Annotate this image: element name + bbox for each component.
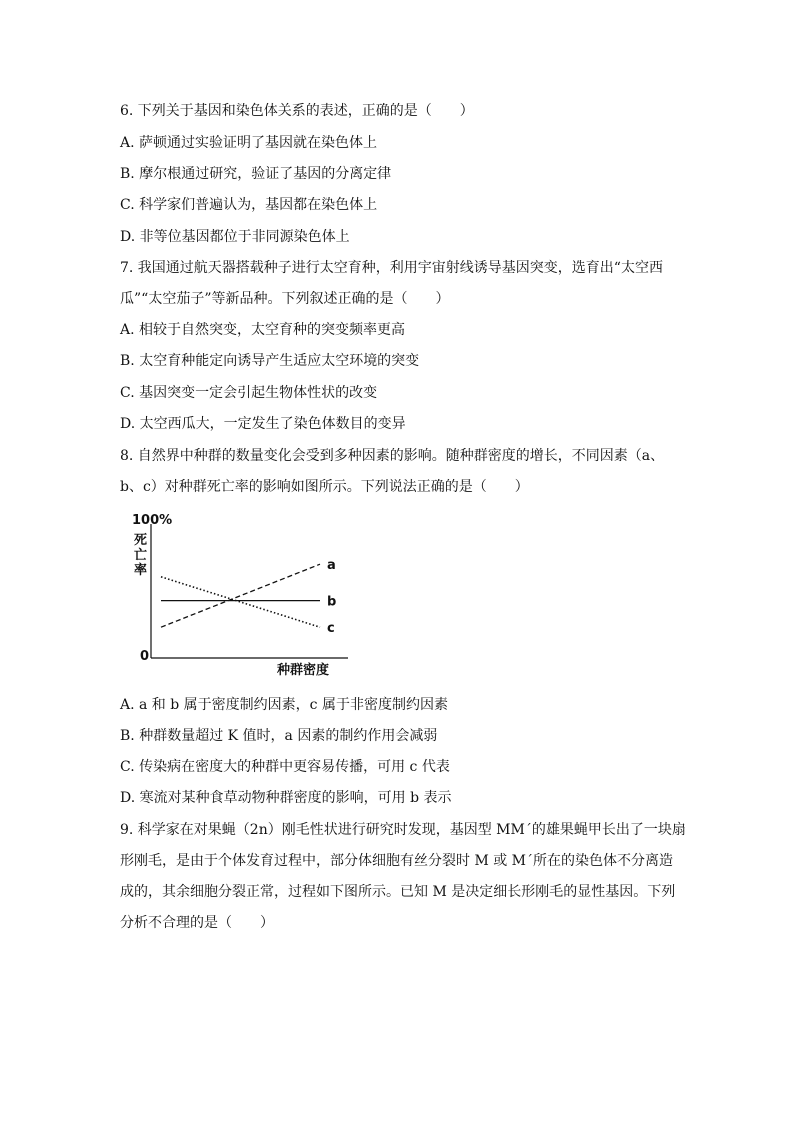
q8-option-c: C. 传染病在密度大的种群中更容易传播，可用 c 代表 — [120, 759, 450, 775]
q7-stem-line2: 瓜”“太空茄子”等新品种。下列叙述正确的是（ ） — [120, 291, 450, 307]
q9-stem-line2: 形刚毛，是由于个体发育过程中，部分体细胞有丝分裂时 M 或 Mˊ所在的染色体不分离造 — [120, 853, 674, 869]
q6-option-b: B. 摩尔根通过研究，验证了基因的分离定律 — [120, 166, 392, 182]
series-label-c: c — [327, 621, 335, 637]
q6-option-c: C. 科学家们普遍认为，基因都在染色体上 — [120, 197, 378, 213]
y-axis-top-label: 100% — [132, 513, 173, 528]
series-line-a — [161, 564, 320, 627]
q8-option-d: D. 寒流对某种食草动物种群密度的影响，可用 b 表示 — [120, 790, 452, 806]
x-axis-title: 种群密度 — [277, 663, 330, 678]
svg-text:死亡率: 死亡率 — [134, 533, 148, 578]
q7-option-b: B. 太空育种能定向诱导产生适应太空环境的突变 — [120, 353, 420, 369]
q9-stem-line1: 9. 科学家在对果蝇（2n）刚毛性状进行研究时发现，基因型 MMˊ的雄果蝇甲长出了一块扇 — [120, 822, 686, 838]
series-label-b: b — [327, 594, 337, 610]
q7-stem-line1: 7. 我国通过航天器搭载种子进行太空育种，利用宇宙射线诱导基因突变，选育出“太空西 — [120, 260, 663, 276]
q8-stem-line2: b、c）对种群死亡率的影响如图所示。下列说法正确的是（ ） — [120, 479, 529, 495]
q9-stem-line4: 分析不合理的是（ ） — [120, 915, 274, 931]
q6-option-a: A. 萨顿通过实验证明了基因就在染色体上 — [120, 135, 378, 151]
origin-label: 0 — [140, 649, 150, 664]
q6-stem: 6. 下列关于基因和染色体关系的表述，正确的是（ ） — [120, 103, 474, 119]
q8-option-a: A. a 和 b 属于密度制约因素，c 属于非密度制约因素 — [120, 697, 448, 713]
q6-option-d: D. 非等位基因都位于非同源染色体上 — [120, 229, 350, 245]
q7-option-c: C. 基因突变一定会引起生物体性状的改变 — [120, 385, 378, 401]
mortality-chart — [130, 508, 350, 686]
series-line-c — [161, 577, 320, 627]
q8-option-b: B. 种群数量超过 K 值时，a 因素的制约作用会减弱 — [120, 728, 438, 744]
y-axis-title — [134, 532, 147, 578]
q7-option-d: D. 太空西瓜大，一定发生了染色体数目的变异 — [120, 416, 406, 432]
q9-stem-line3: 成的，其余细胞分裂正常，过程如下图所示。已知 M 是决定细长形刚毛的显性基因。下列 — [120, 884, 676, 900]
q8-stem-line1: 8. 自然界中种群的数量变化会受到多种因素的影响。随种群密度的增长，不同因素（a、 — [120, 448, 665, 464]
series-label-a: a — [327, 558, 336, 574]
q7-option-a: A. 相较于自然突变，太空育种的突变频率更高 — [120, 322, 406, 338]
